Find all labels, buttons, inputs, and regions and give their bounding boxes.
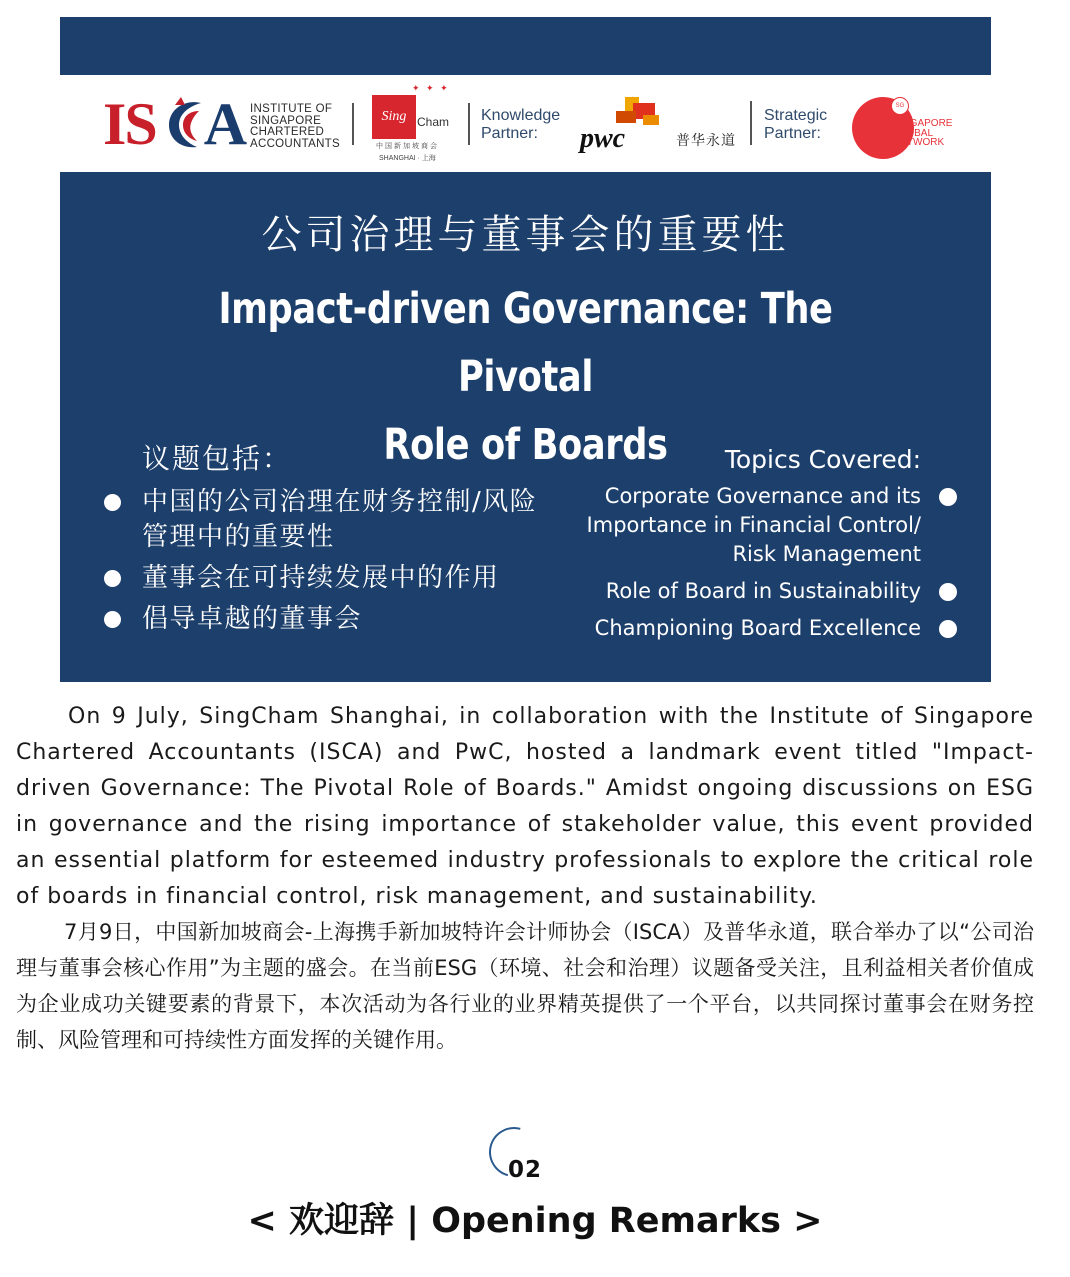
- bullet-icon: [104, 494, 121, 511]
- pwc-logo: pwc: [580, 123, 626, 154]
- singcham-word: Cham: [417, 115, 450, 129]
- sgn-wordmark: SINGAPORE GLOBAL NETWORK: [893, 118, 953, 148]
- list-item: 倡导卓越的董事会: [100, 602, 550, 637]
- section-number: 02: [507, 1157, 542, 1183]
- singcham-stars-icon: ✦ ✦ ✦: [412, 83, 450, 93]
- banner-title-cn: 公司治理与董事会的重要性: [261, 212, 790, 258]
- divider: [750, 101, 752, 145]
- isca-wordmark: INSTITUTE OF SINGAPORE CHARTERED ACCOUNTANTS: [250, 103, 340, 150]
- singcham-cn: 中国新加坡商会: [376, 143, 439, 150]
- strategic-partner-label: Strategic Partner:: [764, 107, 828, 142]
- knowledge-partner-label: Knowledge Partner:: [481, 107, 561, 142]
- isca-logo: IS A: [103, 91, 246, 157]
- singcham-city: SHANGHAI · 上海: [379, 155, 436, 162]
- singcham-logo: Sing: [372, 95, 416, 139]
- list-item: Corporate Governance and its Importance in Financial Control/ Risk Management: [537, 482, 957, 569]
- isca-lion-icon: [161, 95, 205, 153]
- section-title: < 欢迎辞 | Opening Remarks >: [247, 1201, 823, 1241]
- paragraph-en: On 9 July, SingCham Shanghai, in collaboration with the Institute of Singapore Chartered Accountants (ISCA) and PwC, hosted a landmark event titled "Impact-driven Governance: The Pivotal Role of Boards." Amidst ongoing discussions on ESG in governance and the rising importance of stakeholder value, this event provided an essential platform for esteemed industry professionals to explore the critical role of boards in financial control, risk management, and sustainability.: [16, 704, 1034, 909]
- list-item: 中国的公司治理在财务控制/风险管理中的重要性: [100, 485, 550, 555]
- divider: [352, 103, 354, 145]
- bullet-icon: [104, 611, 121, 628]
- bullet-icon: [939, 620, 957, 638]
- topics-en-list: [537, 482, 957, 651]
- topics-en-heading: Topics Covered:: [724, 445, 921, 474]
- bullet-icon: [104, 570, 121, 587]
- pwc-cn-name: 普华永道: [676, 134, 736, 149]
- divider: [468, 103, 470, 145]
- banner-title-en: Impact-driven Governance: The Pivotal Role of Boards: [218, 284, 833, 470]
- sgn-badge: SG: [891, 97, 909, 115]
- bullet-icon: [939, 583, 957, 601]
- logo-strip: [60, 75, 991, 172]
- list-item: 董事会在可持续发展中的作用: [100, 561, 550, 596]
- list-item: Role of Board in Sustainability: [537, 577, 957, 606]
- banner-top-band: [60, 17, 991, 75]
- paragraph-cn: 7月9日，中国新加坡商会-上海携手新加坡特许会计师协会（ISCA）及普华永道，联合举办了以“公司治理与董事会核心作用”为主题的盛会。在当前ESG（环境、社会和治理）议题备受关注，且利益相关者价值成为企业成功关键要素的背景下，本次活动为各行业的业界精英提供了一个平台，以共同探讨董事会在财务控制、风险管理和可持续性方面发挥的关键作用。: [16, 920, 1034, 1052]
- topics-cn-list: [100, 485, 550, 643]
- list-item: Championing Board Excellence: [537, 614, 957, 643]
- event-banner: [60, 17, 991, 682]
- bullet-icon: [939, 488, 957, 506]
- topics-cn-heading: 议题包括：: [142, 442, 293, 475]
